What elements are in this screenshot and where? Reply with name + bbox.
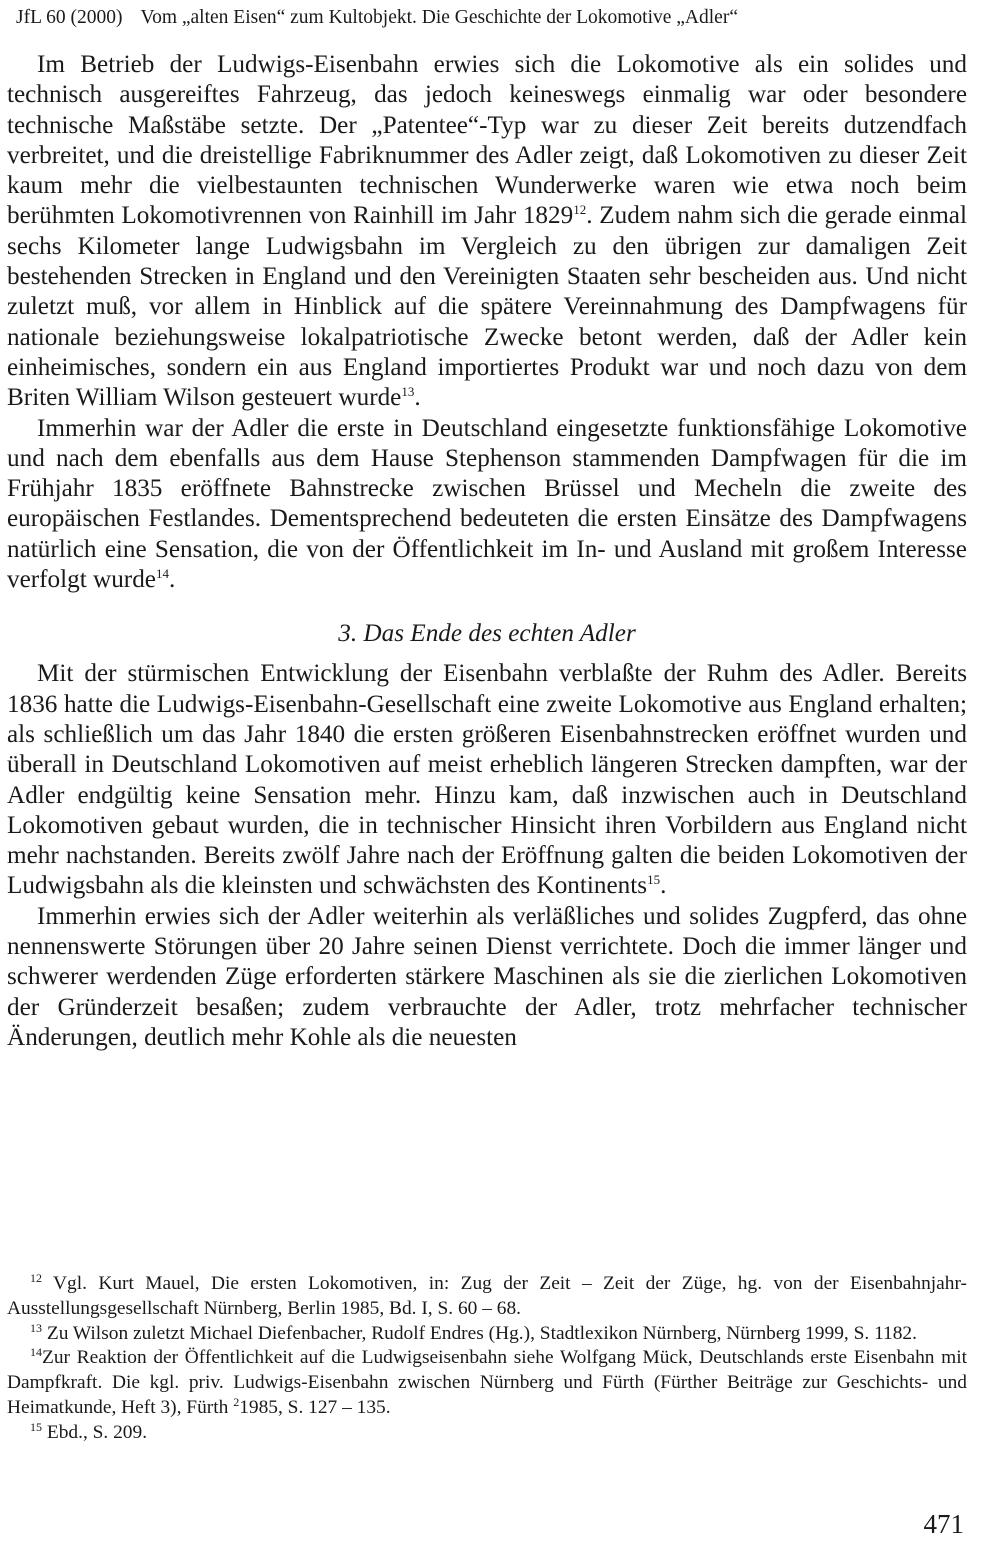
footnotes: [7, 1272, 967, 1446]
article-title: Vom „alten Eisen“ zum Kultobjekt. Die Geschichte der Lokomotive „Adler“: [140, 7, 738, 28]
paragraph-1: Im Betrieb der Ludwigs-Eisenbahn erwies sich die Lokomotive als ein solides und technisch ausgereiftes Fahrzeug, das jedoch keineswegs einmalig war oder besondere technische Maßstäbe setzte. Der „Patentee“-Typ war zu dieser Zeit bereits dutzendfach verbreitet, und die dreistellige Fabriknummer des Adler zeigt, daß Lokomotiven zu dieser Zeit kaum mehr die vielbestaunten technischen Wunderwerke waren wie etwa noch beim berühmten Lokomotivrennen von Rainhill im Jahr 1829$^{12}$. Zudem nahm sich die gerade einmal sechs Kilometer lange Ludwigsbahn im Vergleich zu den übrigen zur damaligen Zeit bestehenden Strecken in England und den Vereinigten Staaten sehr bescheiden aus. Und nicht zuletzt muß, vor allem in Hinblick auf die spätere Vereinnahmung des Dampfwagens für nationale beziehungsweise lokalpatriotische Zwecke betont werden, daß der Adler kein einheimisches, sondern ein aus England importiertes Produkt war und noch dazu von dem Briten William Wilson gesteuert wurde$^{13}$.: [7, 51, 967, 412]
footnote-13: $^{13}$ Zu Wilson zuletzt Michael Diefenbacher, Rudolf Endres (Hg.), Stadtlexikon Nürnberg, Nürnberg 1999, S. 1182.: [30, 1320, 917, 1344]
footnote-ref-15[interactable]: 15: [647, 872, 661, 888]
page-number: 471: [923, 1509, 964, 1539]
footnote-number: 12: [30, 1271, 42, 1285]
footnote-14: $^{14}$Zur Reaktion der Öffentlichkeit auf die Ludwigseisenbahn siehe Wolfgang Mück, Deutschlands erste Eisenbahn mit Dampfkraft. Die kgl. priv. Ludwigs-Eisenbahn zwischen Nürnberg und Fürth (Fürther Beiträge zur Geschichts- und Heimatkunde, Heft 3), Fürth $^2$1985, S. 127 – 135.: [7, 1345, 967, 1418]
edition-superscript: 2: [233, 1394, 240, 1409]
footnote-number: 14: [30, 1345, 42, 1360]
footnote-ref-12[interactable]: 12: [573, 202, 587, 218]
footnote-number: 13: [30, 1320, 42, 1335]
main-text: [7, 50, 967, 1053]
paragraph-2: Immerhin war der Adler die erste in Deutschland eingesetzte funktionsfähige Lokomotive und nach dem ebenfalls aus dem Hause Stephenson stammenden Dampfwagen für die im Frühjahr 1835 eröffnete Bahnstrecke zwischen Brüssel und Mecheln die zweite des europäischen Festlandes. Dementsprechend bedeuteten die ersten Einsätze des Dampfwagens natürlich eine Sensation, die von der Öffentlichkeit im In- und Ausland mit großem Interesse verfolgt wurde$^{14}$.: [7, 414, 967, 594]
paragraph-4: Immerhin erwies sich der Adler weiterhin als verläßliches und solides Zugpferd, das ohne nennenswerte Störungen über 20 Jahre seinen Dienst verrichtete. Doch die immer länger und schwerer werdenden Züge erforderten stärkere Maschinen als sie die zierlichen Lokomotiven der Gründerzeit besaßen; zudem verbrauchte der Adler, trotz mehrfacher technischer Änderungen, deutlich mehr Kohle als die neuesten: [7, 902, 967, 1051]
footnote-ref-13[interactable]: 13: [401, 384, 415, 400]
footnote-15: $^{15}$ Ebd., S. 209.: [30, 1419, 148, 1443]
footnote-12: $^{12}$ Vgl. Kurt Mauel, Die ersten Lokomotiven, in: Zug der Zeit – Zeit der Züge, hg. von der Eisenbahnjahr-Ausstellungsgesellschaft Nürnberg, Berlin 1985, Bd. I, S. 60 – 68.: [7, 1271, 967, 1319]
paragraph-3: Mit der stürmischen Entwicklung der Eisenbahn verblaßte der Ruhm des Adler. Bereits 1836 hatte die Ludwigs-Eisenbahn-Gesellschaft eine zweite Lokomotive aus England erhalten; als schließlich um das Jahr 1840 die ersten größeren Eisenbahnstrecken eröffnet wurden und überall in Deutschland Lokomotiven auf meist erheblich längeren Strecken dampften, war der Adler endgültig keine Sensation mehr. Hinzu kam, daß inzwischen auch in Deutschland Lokomotiven gebaut wurden, die in technischer Hinsicht ihren Vorbildern aus England nicht mehr nachstanden. Bereits zwölf Jahre nach der Eröffnung galten die beiden Lokomotiven der Ludwigsbahn als die kleinsten und schwächsten des Kontinents$^{15}$.: [7, 660, 967, 900]
journal-citation: JfL 60 (2000): [16, 7, 123, 28]
running-header: [16, 6, 976, 30]
footnote-ref-14[interactable]: 14: [155, 566, 169, 582]
footnote-number: 15: [30, 1419, 42, 1434]
section-heading: 3. Das Ende des echten Adler: [338, 620, 636, 648]
